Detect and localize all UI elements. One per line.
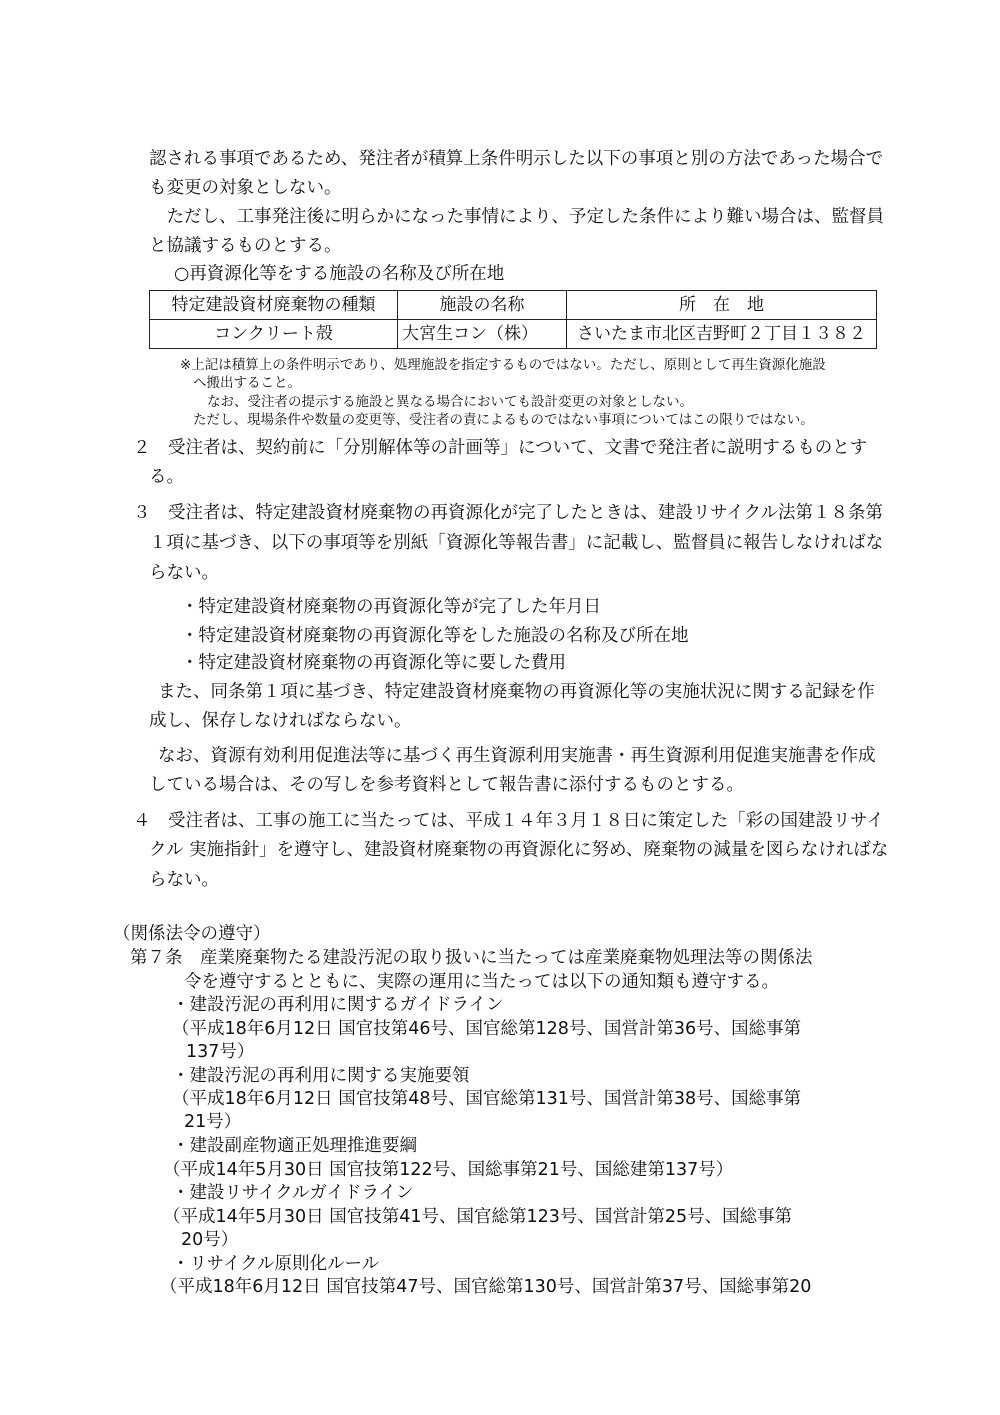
item3-extra-line-1: また、同条第１項に基づき、特定建設資材廃棄物の再資源化等の実施状況に関する記録を作 — [158, 682, 875, 702]
item2-line-1: ２ 受注者は、契約前に「分別解体等の計画等」について、文書で発注者に説明するものとす — [133, 438, 868, 458]
item4-line-3: らない。 — [149, 870, 219, 890]
table-header-cell: 施設の名称 — [398, 291, 567, 320]
section7-heading: （関係法令の遵守） — [113, 924, 271, 944]
item4-line-2: クル 実施指針」を遵守し、建設資材廃棄物の再資源化に努め、廃棄物の減量を図らなければな — [149, 840, 889, 860]
table-cell: コンクリート殻 — [150, 320, 398, 349]
item3-line-2: １項に基づき、以下の事項等を別紙「資源化等報告書」に記載し、監督員に報告しなければな — [149, 533, 884, 553]
ref-detail: 137号） — [186, 1042, 255, 1062]
intro-line-4: と協議するものとする。 — [149, 236, 342, 256]
facility-table — [149, 290, 877, 349]
item3-extra-line-3: なお、資源有効利用促進法等に基づく再生資源利用実施書・再生資源利用促進実施書を作成 — [158, 746, 876, 766]
note-line-4: ただし、現場条件や数量の変更等、受注者の責によるものではない事項についてはこの限りではない。 — [193, 412, 814, 428]
item3-extra-line-2: 成し、保存しなければならない。 — [149, 711, 412, 731]
table-cell: さいたま市北区吉野町２丁目１３８２ — [567, 320, 877, 349]
ref-detail: 21号） — [184, 1112, 242, 1132]
table-row — [150, 320, 877, 349]
table-header-cell: 所 在 地 — [567, 291, 877, 320]
item3-bullet-3: ・特定建設資材廃棄物の再資源化等に要した費用 — [181, 653, 566, 673]
ref-detail: （平成14年5月30日 国官技第41号、国官総第123号、国営計第25号、国総事第 — [163, 1207, 793, 1227]
ref-detail: 20号） — [181, 1230, 239, 1250]
item4-line-1: ４ 受注者は、工事の施工に当たっては、平成１４年３月１８日に策定した「彩の国建設リサイ — [133, 811, 884, 831]
table-cell: 大宮生コン（株） — [398, 320, 567, 349]
ref-detail: （平成14年5月30日 国官技第122号、国総事第21号、国総建第137号） — [163, 1160, 734, 1180]
ref-item: ・建設副産物適正処理推進要綱 — [172, 1136, 417, 1156]
item3-extra-line-4: している場合は、その写しを参考資料として報告書に添付するものとする。 — [149, 775, 744, 795]
intro-line-1: 認される事項であるため、発注者が積算上条件明示した以下の事項と別の方法であった場合で — [149, 149, 884, 169]
item3-line-1: ３ 受注者は、特定建設資材廃棄物の再資源化が完了したときは、建設リサイクル法第１８条第 — [133, 503, 884, 523]
item3-bullet-2: ・特定建設資材廃棄物の再資源化等をした施設の名称及び所在地 — [181, 626, 689, 646]
note-line-1: ※上記は積算上の条件明示であり、処理施設を指定するものではない。ただし、原則として再生資源化施設 — [180, 357, 826, 373]
section7-line-1: 第７条 産業廃棄物たる建設汚泥の取り扱いに当たっては産業廃棄物処理法等の関係法 — [130, 948, 813, 968]
section7-line-2: 令を遵守するとともに、実際の運用に当たっては以下の通知類も遵守する。 — [184, 972, 779, 992]
table-header-cell: 特定建設資材廃棄物の種類 — [150, 291, 398, 320]
item2-line-2: る。 — [149, 467, 184, 487]
table-header-row — [150, 291, 877, 320]
ref-item: ・建設汚泥の再利用に関する実施要領 — [172, 1066, 470, 1086]
note-line-3: なお、受注者の提示する施設と異なる場合においても設計変更の対象としない。 — [207, 394, 693, 410]
ref-item: ・リサイクル原則化ルール — [172, 1254, 380, 1274]
facility-heading: ○再資源化等をする施設の名称及び所在地 — [174, 264, 505, 284]
ref-detail: （平成18年6月12日 国官技第46号、国官総第128号、国営計第36号、国総事第 — [172, 1019, 802, 1039]
intro-line-2: も変更の対象としない。 — [149, 178, 342, 198]
ref-item: ・建設汚泥の再利用に関するガイドライン — [172, 995, 504, 1015]
item3-bullet-1: ・特定建設資材廃棄物の再資源化等が完了した年月日 — [181, 597, 601, 617]
ref-detail: （平成18年6月12日 国官技第48号、国官総第131号、国営計第38号、国総事第 — [172, 1089, 802, 1109]
ref-item: ・建設リサイクルガイドライン — [172, 1183, 414, 1203]
item3-line-3: らない。 — [149, 563, 219, 583]
intro-line-3: ただし、工事発注後に明らかになった事情により、予定した条件により難い場合は、監督員 — [149, 207, 884, 227]
ref-detail: （平成18年6月12日 国官技第47号、国官総第130号、国営計第37号、国総事第20 — [160, 1277, 812, 1297]
note-line-2: へ搬出すること。 — [193, 375, 301, 391]
